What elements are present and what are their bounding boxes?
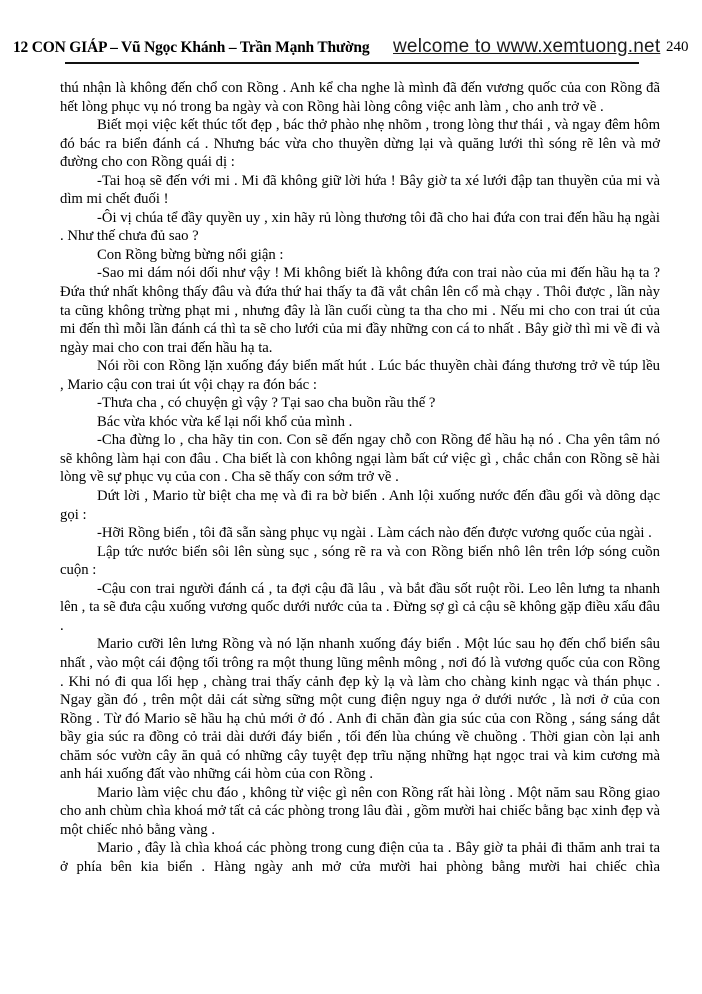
paragraph: Nói rồi con Rồng lặn xuống đáy biển mất hút . Lúc bác thuyền chài đáng thương trở về túp lều , Mario cậu con trai út vội chạy ra đón bác : [60,358,660,393]
paragraph: -Hỡi Rồng biển , tôi đã sẵn sàng phục vụ ngài . Làm cách nào đến được vương quốc của ngài . [97,525,652,542]
paragraph: Con Rồng bừng bừng nổi giận : [97,246,284,263]
paragraph: -Thưa cha , có chuyện gì vậy ? Tại sao cha buồn rầu thế ? [97,395,436,412]
paragraph: Mario , đây là chìa khoá các phòng trong cung điện của ta . Bây giờ ta phải đi thăm anh trai ta ở phía bên kia biển . Hàng ngày anh mở cửa mười hai phòng bằng mười hai chiếc chìa [60,840,660,875]
paragraph: Mario cưỡi lên lưng Rồng và nó lặn nhanh xuống đáy biển . Một lúc sau họ đến chổ biển sâu nhất , vào một cái động tối trông ra một thung lũng mênh mông , nơi đó là vương quốc của con Rồng . Khi nó đi qua lối hẹp , chàng trai thấy cảnh đẹp kỳ lạ và làm cho chàng kinh ngạc và thán phục . Ngay gần đó , trên một dải cát sừng sững một cung điện nguy nga ở dưới nước , là nơi ở của con Rồng . Từ đó Mario sẽ hầu hạ chủ mới ở đó . Anh đi chăn đàn gia súc của con Rồng , sáng sáng dắt bầy gia súc ra đồng cỏ trải dài dưới đáy biển , tối đến lùa chúng về chuồng . Thời gian còn lại anh chăm sóc vườn cây ăn quả có những cây tuyệt đẹp trĩu nặng những hạt ngọc trai và kim cương mà anh hái xuống đất vào những cái hòm của con Rồng . [60,636,660,783]
paragraph: -Tai hoạ sẽ đến với mi . Mi đã không giữ lời hứa ! Bây giờ ta xé lưới đập tan thuyền của mi và dìm mi chết đuối ! [60,172,660,208]
paragraph: Dứt lời , Mario từ biệt cha mẹ và đi ra bờ biển . Anh lội xuống nước đến đầu gối và dõng dạc gọi : [60,488,660,523]
paragraph: -Cậu con trai người đánh cá , ta đợi cậu đã lâu , và bắt đầu sốt ruột rồi. Leo lên lưng ta nhanh lên , ta sẽ đưa cậu xuống vương quốc dưới nước của ta . Đừng sợ gì cả cậu sẽ không gặp điều xấu đâu . [60,580,660,634]
paragraph: Bác vừa khóc vừa kể lại nổi khổ của mình . [97,413,353,430]
paragraph: -Sao mi dám nói dối như vậy ! Mi không biết là không đứa con trai nào của mi đến hầu hạ ta ? Đứa thứ nhất không thấy đâu và đứa thứ hai thấy ta đã vắt chân lên cổ mà chạy . Thôi được , lần này ta cũng không trừng phạt mi , nhưng đây là lần cuối cùng ta tha cho mi . Nếu mi cho con trai út của mi đến thì mỗi lần đánh cá thì ta sẽ cho lưới của mi đầy những con cá to nhất . Bây giờ thì mi về đi và ngày mai cho con trai đến hầu hạ ta. [60,265,660,356]
paragraph: Biết mọi việc kết thúc tốt đẹp , bác thở phào nhẹ nhõm , trong lòng thư thái , và ngay đêm hôm đó bác ra biển đánh cá . Nhưng bác vừa cho thuyền dừng lại và quăng lưới thì sóng rẽ lên và mở đường cho con Rồng quái dị : [60,117,660,171]
page-header [0,36,702,64]
header-divider [65,62,639,64]
paragraph: thú nhận là không đến chổ con Rồng . Anh kể cha nghe là mình đã đến vương quốc của con Rồng đã hết lòng phục vụ nó trong ba ngày và con Rồng hài lòng công việc anh làm , cho anh trở về . [60,80,660,115]
page-number: 240 [666,39,689,55]
book-title: 12 CON GIÁP – Vũ Ngọc Khánh – Trần Mạnh Thường [13,39,370,56]
paragraph: Mario làm việc chu đáo , không từ việc gì nên con Rồng rất hài lòng . Một năm sau Rồng giao cho anh chùm chìa khoá mở tất cả các phòng trong lâu đài , gồm mười hai chiếc bằng bạc xinh đẹp và một chiếc nhỏ bằng vàng . [60,784,660,838]
paragraph: -Cha đừng lo , cha hãy tin con. Con sẽ đến ngay chỗ con Rồng để hầu hạ nó . Cha yên tâm nó sẽ không làm hại con đâu . Cha biết là con không ngại làm bất cứ việc gì , chắc chắn con Rồng sẽ hài lòng về sự phục vụ của con . Cha sẽ thấy con sớm trở về . [60,432,660,486]
paragraph: -Ôi vị chúa tể đầy quyền uy , xin hãy rủ lòng thương tôi đã cho hai đứa con trai đến hầu hạ ngài . Như thế chưa đủ sao ? [60,209,660,245]
paragraph: Lập tức nước biển sôi lên sùng sục , sóng rẽ ra và con Rồng biển nhô lên trên lớp sóng cuồn cuộn : [60,543,660,579]
story-text [60,79,660,877]
website-link[interactable]: welcome to www.xemtuong.net [393,36,661,57]
